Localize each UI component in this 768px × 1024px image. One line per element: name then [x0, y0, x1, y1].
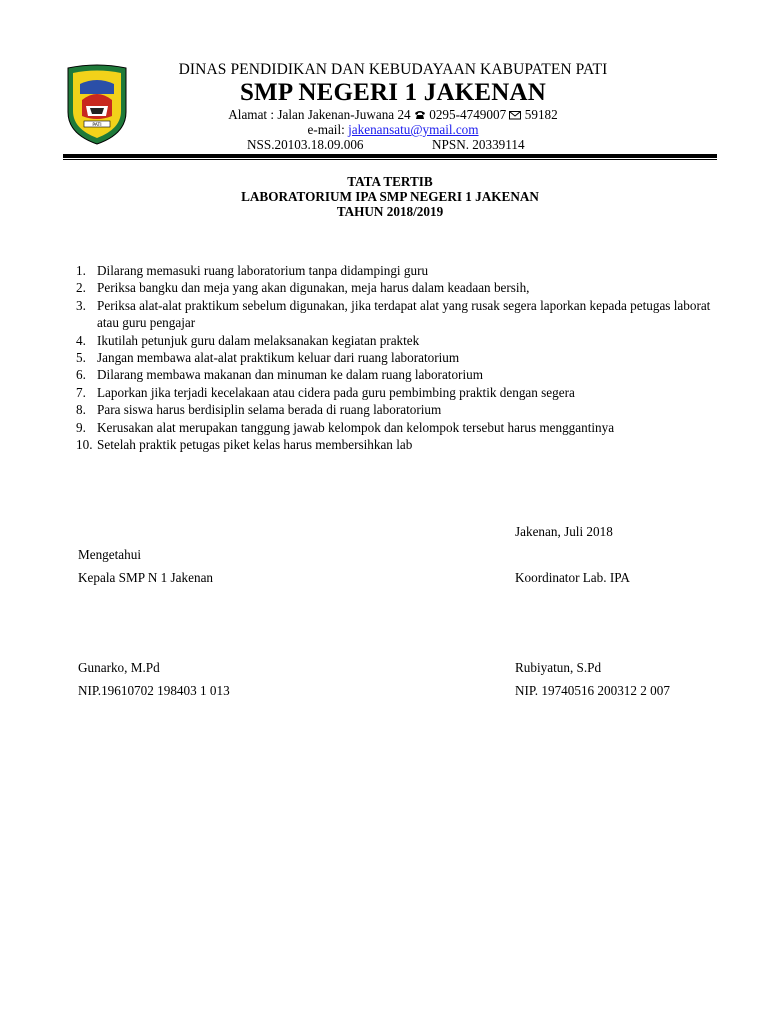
rule-item — [76, 384, 726, 401]
acknowledged-label: Mengetahui — [78, 547, 141, 562]
rule-item — [76, 297, 726, 332]
rule-item — [76, 436, 726, 453]
rule-text: Laporkan jika terjadi kecelakaan atau cidera pada guru pembimbing praktik dengan segera — [97, 384, 575, 400]
rule-text: Para siswa harus berdisiplin selama berada di ruang laboratorium — [97, 402, 442, 418]
rule-text: Setelah praktik petugas piket kelas harus membersihkan lab — [97, 437, 413, 453]
rule-item — [76, 366, 726, 383]
rule-number: 8. — [76, 402, 86, 418]
doc-subtitle: LABORATORIUM IPA SMP NEGERI 1 JAKENAN — [241, 189, 539, 204]
rule-text: Ikutilah petunjuk guru dalam melaksanakan kegiatan praktek — [97, 332, 420, 348]
coordinator-nip: NIP. 19740516 200312 2 007 — [515, 683, 670, 698]
email-label: e-mail: — [307, 122, 345, 137]
email-line — [147, 122, 639, 138]
doc-year: TAHUN 2018/2019 — [336, 204, 444, 219]
rule-number: 6. — [76, 367, 86, 383]
rule-number: 1. — [76, 263, 86, 278]
place-date: Jakenan, Juli 2018 — [515, 524, 613, 539]
rule-number: 7. — [76, 384, 86, 400]
nss-number: NSS.20103.18.09.006 — [247, 137, 364, 152]
rule-number: 3. — [76, 297, 86, 313]
letterhead-divider — [63, 154, 717, 158]
principal-title: Kepala SMP N 1 Jakenan — [78, 570, 214, 585]
agency-name: DINAS PENDIDIKAN DAN KEBUDAYAAN KABUPATEN PATI — [178, 61, 608, 78]
rule-text: Periksa alat-alat praktikum sebelum digunakan, jika terdapat alat yang rusak segera laporkan kepada petugas laborat atau guru pengajar — [97, 297, 711, 331]
rule-text: Dilarang memasuki ruang laboratorium tanpa didampingi guru — [97, 263, 429, 278]
logo-label: PATI — [92, 123, 102, 128]
postal-code: 59182 — [524, 107, 558, 122]
rule-text: Kerusakan alat merupakan tanggung jawab kelompok dan kelompok tersebut harus menggantinya — [97, 419, 615, 435]
rule-item — [76, 332, 726, 349]
rule-text: Dilarang membawa makanan dan minuman ke dalam ruang laboratorium — [97, 367, 483, 383]
coordinator-title: Koordinator Lab. IPA — [515, 570, 630, 585]
phone-number: 0295-4749007 — [429, 107, 507, 122]
rule-number: 5. — [76, 350, 86, 366]
rule-item — [76, 349, 726, 366]
rule-item — [76, 401, 726, 418]
doc-title: TATA TERTIB — [347, 174, 433, 189]
rule-item — [76, 279, 726, 296]
rule-item — [76, 419, 726, 436]
rule-text: Periksa bangku dan meja yang akan digunakan, meja harus dalam keadaan bersih, — [97, 280, 530, 296]
school-name: SMP NEGERI 1 JAKENAN — [239, 79, 547, 106]
rule-item — [76, 262, 726, 279]
letterhead-divider-thin — [63, 159, 717, 160]
school-emblem-logo — [62, 64, 132, 146]
email-link[interactable]: jakenansatu@ymail.com — [348, 122, 479, 137]
rules-list — [76, 262, 726, 453]
address-text: Alamat : Jalan Jakenan-Juwana 24 — [228, 107, 411, 122]
rule-number: 4. — [76, 332, 86, 348]
rule-number: 2. — [76, 280, 86, 296]
rule-text: Jangan membawa alat-alat praktikum keluar dari ruang laboratorium — [97, 350, 460, 366]
coordinator-name: Rubiyatun, S.Pd — [515, 660, 602, 675]
principal-nip: NIP.19610702 198403 1 013 — [78, 683, 230, 698]
rule-number: 10. — [76, 437, 93, 453]
principal-name: Gunarko, M.Pd — [78, 660, 160, 675]
rule-number: 9. — [76, 419, 86, 435]
npsn-number: NPSN. 20339114 — [432, 137, 525, 152]
